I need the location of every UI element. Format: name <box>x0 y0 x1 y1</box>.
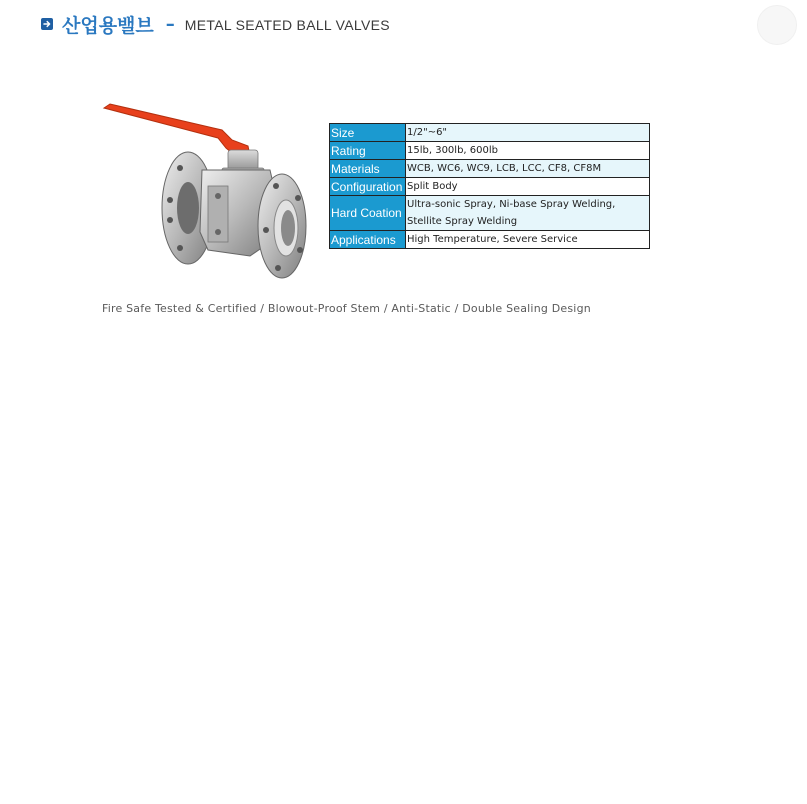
spec-value: High Temperature, Severe Service <box>406 231 650 249</box>
spec-value: 15lb, 300lb, 600lb <box>406 142 650 160</box>
specifications-table <box>329 123 650 249</box>
spec-value: Ultra-sonic Spray, Ni-base Spray Welding, Stellite Spray Welding <box>406 196 650 231</box>
features-text: Fire Safe Tested & Certified / Blowout-Proof Stem / Anti-Static / Double Sealing Design <box>102 302 591 315</box>
spec-row-materials <box>330 160 650 178</box>
page-title-english: METAL SEATED BALL VALVES <box>184 17 390 33</box>
ball-valve-image <box>100 100 308 280</box>
spec-value: 1/2"~6" <box>406 124 650 142</box>
page-title-korean: 산업용밸브 <box>62 14 154 37</box>
spec-row-hard-coation <box>330 196 650 231</box>
page-header <box>41 12 390 36</box>
spec-row-rating <box>330 142 650 160</box>
spec-label: Hard Coation <box>330 196 406 231</box>
spec-value: WCB, WC6, WC9, LCB, LCC, CF8, CF8M <box>406 160 650 178</box>
spec-row-size <box>330 124 650 142</box>
spec-row-configuration <box>330 178 650 196</box>
spec-value: Split Body <box>406 178 650 196</box>
title-separator: – <box>165 13 175 35</box>
spec-label: Configuration <box>330 178 406 196</box>
decorative-circle-icon <box>757 5 797 45</box>
spec-row-applications <box>330 231 650 249</box>
spec-label: Applications <box>330 231 406 249</box>
spec-label: Size <box>330 124 406 142</box>
spec-label: Rating <box>330 142 406 160</box>
arrow-right-icon <box>41 18 53 30</box>
spec-label: Materials <box>330 160 406 178</box>
